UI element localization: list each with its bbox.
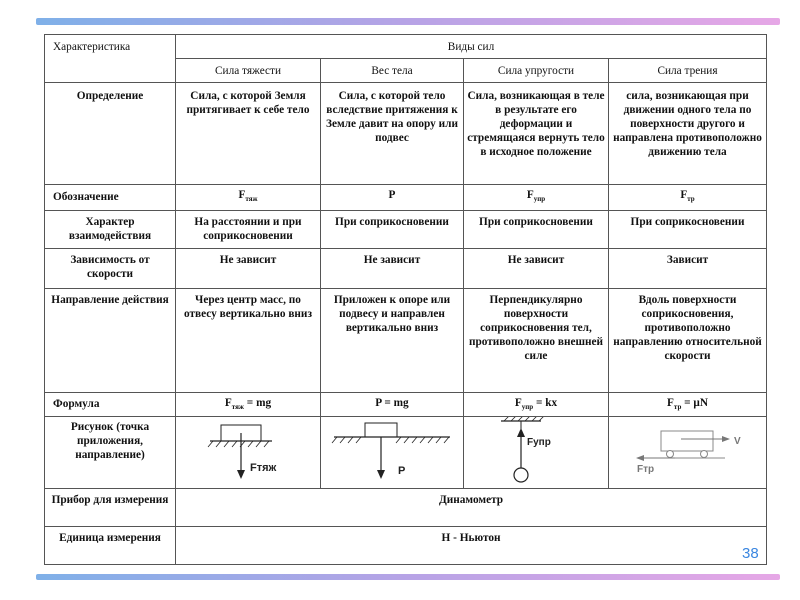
notation-subscript: тяж xyxy=(245,195,258,203)
cell-instrument: Динамометр xyxy=(176,489,767,527)
cell-speed-dependence: Зависит xyxy=(609,249,767,289)
notation-subscript: тр xyxy=(687,195,695,203)
cell-interaction: При соприкосновении xyxy=(464,211,609,249)
friction-force-label: Fтр xyxy=(636,464,654,475)
cell-direction: Перпендикулярно поверхности соприкосновения тел, противоположно внешней силе xyxy=(464,289,609,393)
cell-interaction: При соприкосновении xyxy=(321,211,464,249)
header-characteristic: Характеристика xyxy=(45,35,176,83)
notation-symbol: P xyxy=(388,189,396,201)
column-friction: Сила трения xyxy=(609,59,767,83)
cell-direction: Через центр масс, по отвесу вертикально вниз xyxy=(176,289,321,393)
cell-notation xyxy=(609,185,767,211)
forces-table xyxy=(44,34,767,565)
formula-symbol: F xyxy=(667,397,674,409)
cell-speed-dependence: Не зависит xyxy=(464,249,609,289)
formula-subscript: тр xyxy=(673,403,682,411)
cell-notation xyxy=(321,185,464,211)
gravity-diagram xyxy=(188,417,308,485)
cell-picture-friction xyxy=(609,417,767,489)
column-elastic: Сила упругости xyxy=(464,59,609,83)
cell-speed-dependence: Не зависит xyxy=(176,249,321,289)
row-label-speed-dependence: Зависимость от скорости xyxy=(45,249,176,289)
cell-definition: Сила, с которой тело вследствие притяжения к Земле давит на опору или подвес xyxy=(321,83,464,185)
page-number: 38 xyxy=(742,545,759,562)
formula-rest: = mg xyxy=(243,397,272,409)
weight-diagram xyxy=(322,417,462,485)
column-gravity: Сила тяжести xyxy=(176,59,321,83)
friction-diagram xyxy=(613,417,763,485)
row-label-picture: Рисунок (точка приложения, направление) xyxy=(45,417,176,489)
row-label-formula: Формула xyxy=(45,393,176,417)
notation-symbol: F xyxy=(526,189,534,201)
velocity-label: V xyxy=(733,436,741,447)
header-force-types: Виды сил xyxy=(176,35,767,59)
formula-subscript: упр xyxy=(521,403,534,411)
cell-speed-dependence: Не зависит xyxy=(321,249,464,289)
notation-symbol: F xyxy=(238,189,246,201)
row-label-interaction: Характер взаимодействия xyxy=(45,211,176,249)
formula-symbol: F xyxy=(224,397,232,409)
formula-symbol: P = mg xyxy=(375,397,409,409)
cell-picture-weight xyxy=(321,417,464,489)
notation-subscript: упр xyxy=(533,195,546,203)
cell-formula xyxy=(321,393,464,417)
formula-rest: = μN xyxy=(681,397,708,409)
row-label-notation: Обозначение xyxy=(45,185,176,211)
cell-definition: сила, возникающая при движении одного тела по поверхности другого и направлена противоположно движению тела xyxy=(609,83,767,185)
cell-definition: Сила, с которой Земля притягивает к себе тело xyxy=(176,83,321,185)
column-weight: Вес тела xyxy=(321,59,464,83)
cell-direction: Вдоль поверхности соприкосновения, противоположно направлению относительной скорости xyxy=(609,289,767,393)
cell-formula xyxy=(176,393,321,417)
notation-symbol: F xyxy=(680,189,688,201)
top-decor-bar xyxy=(36,18,780,25)
formula-symbol: F xyxy=(514,397,522,409)
elastic-force-label: Fупр xyxy=(527,437,551,448)
gravity-force-label: Fтяж xyxy=(250,462,277,474)
cell-picture-gravity xyxy=(176,417,321,489)
cell-notation xyxy=(176,185,321,211)
cell-unit: Н - Ньютон xyxy=(176,527,767,565)
cell-picture-elastic xyxy=(464,417,609,489)
formula-rest: = kx xyxy=(533,397,558,409)
elastic-diagram xyxy=(466,417,606,485)
cell-interaction: При соприкосновении xyxy=(609,211,767,249)
formula-subscript: тяж xyxy=(231,403,244,411)
cell-formula xyxy=(609,393,767,417)
cell-interaction: На расстоянии и при соприкосновении xyxy=(176,211,321,249)
row-label-unit: Единица измерения xyxy=(45,527,176,565)
cell-notation xyxy=(464,185,609,211)
cell-formula xyxy=(464,393,609,417)
weight-force-label: P xyxy=(398,465,406,477)
row-label-instrument: Прибор для измерения xyxy=(45,489,176,527)
cell-direction: Приложен к опоре или подвесу и направлен вертикально вниз xyxy=(321,289,464,393)
row-label-definition: Определение xyxy=(45,83,176,185)
bottom-decor-bar xyxy=(36,574,780,580)
row-label-direction: Направление действия xyxy=(45,289,176,393)
cell-definition: Сила, возникающая в теле в результате его деформации и стремящаяся вернуть тело в исходное положение xyxy=(464,83,609,185)
